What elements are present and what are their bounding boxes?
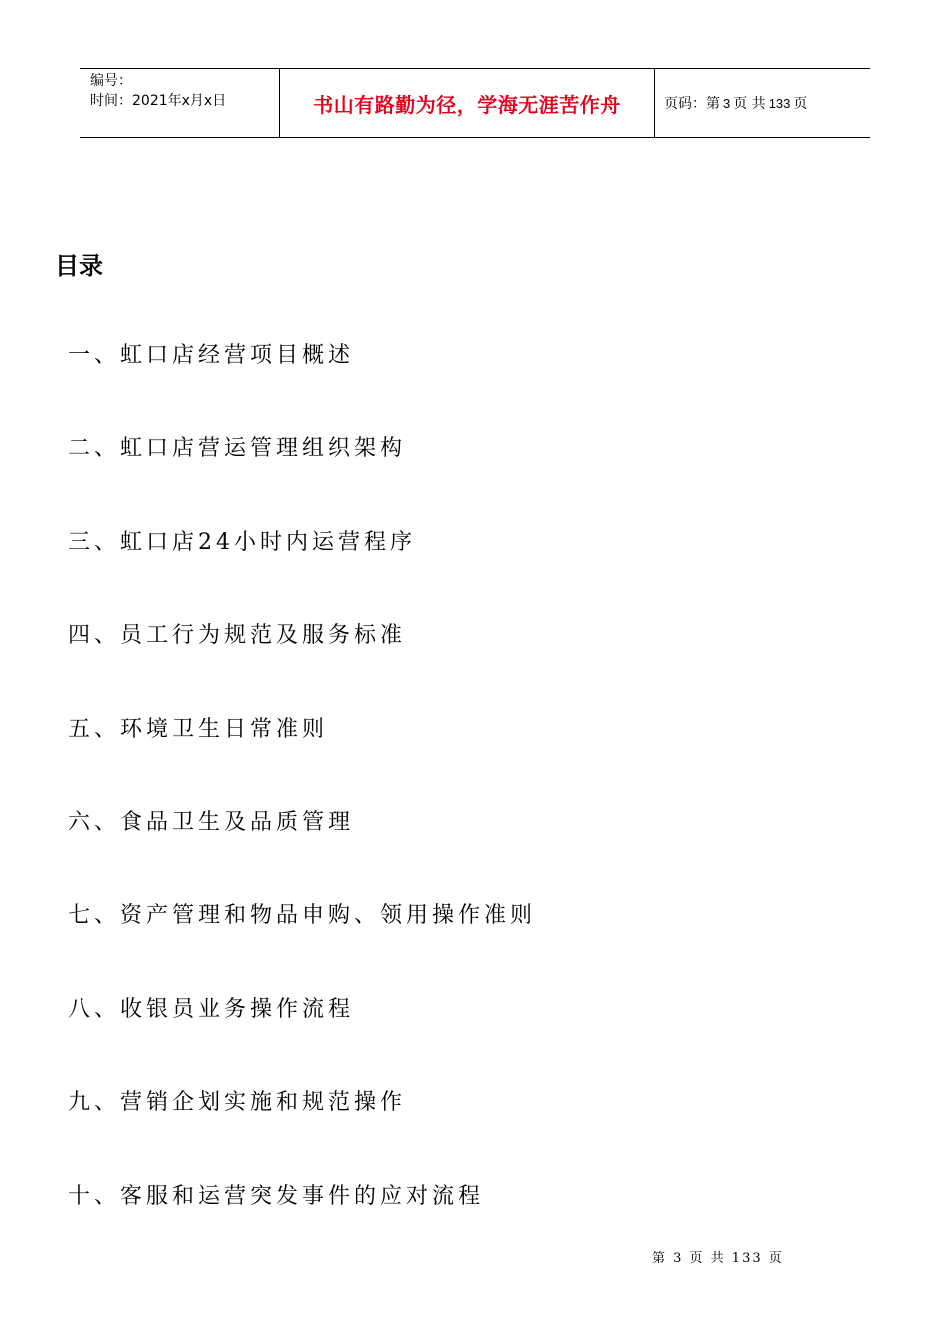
serial-label: 编号： xyxy=(90,73,132,89)
toc-list xyxy=(68,338,536,1272)
date-label: 时间：2021年x月x日 xyxy=(90,93,227,109)
header-page-number xyxy=(655,69,870,137)
toc-item: 八、收银员业务操作流程 xyxy=(68,996,355,1022)
toc-item: 三、虹口店24小时内运营程序 xyxy=(68,529,416,555)
toc-title: 目录 xyxy=(55,252,103,280)
page-total: 133 xyxy=(768,95,791,111)
toc-item: 一、虹口店经营项目概述 xyxy=(68,343,355,368)
toc-item: 七、资产管理和物品申购、领用操作准则 xyxy=(68,903,537,929)
toc-item: 四、员工行为规范及服务标准 xyxy=(68,623,407,649)
document-header xyxy=(80,68,870,138)
page-current: 3 xyxy=(723,95,731,111)
page-suffix: 页 xyxy=(793,96,808,112)
toc-item: 二、虹口店营运管理组织架构 xyxy=(68,436,407,462)
page-prefix: 页码：第 xyxy=(664,96,720,112)
toc-item: 十、客服和运营突发事件的应对流程 xyxy=(68,1183,485,1209)
toc-item: 六、食品卫生及品质管理 xyxy=(68,809,355,835)
page-footer: 第 3 页 共 133 页 xyxy=(652,1251,784,1266)
toc-item: 五、环境卫生日常准则 xyxy=(68,716,329,742)
toc-item: 九、营销企划实施和规范操作 xyxy=(68,1090,407,1116)
header-meta xyxy=(80,69,280,137)
header-motto: 书山有路勤为径，学海无涯苦作舟 xyxy=(280,69,655,137)
page-mid: 页 共 xyxy=(733,96,766,112)
